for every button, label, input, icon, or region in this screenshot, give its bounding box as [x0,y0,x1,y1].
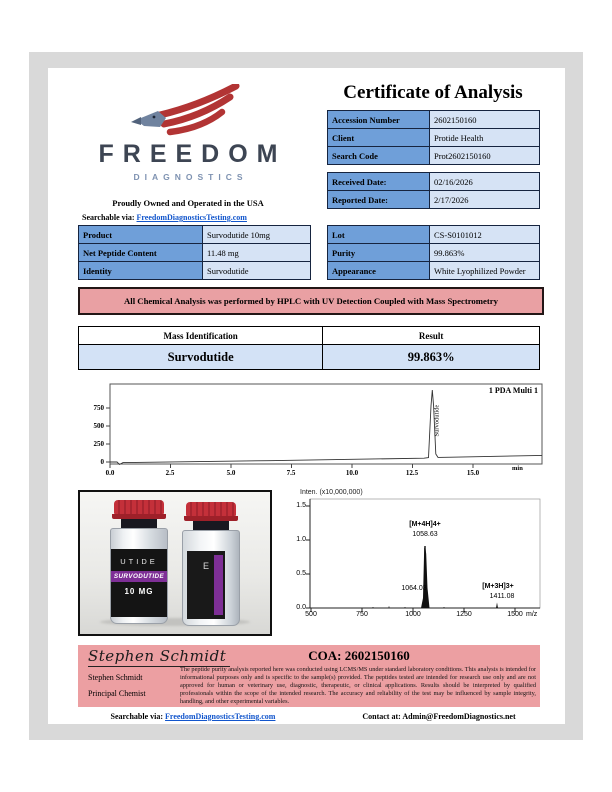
vial-front [110,500,168,624]
disclaimer-text: The peptide purity analysis reported here was conducted using LCMS/MS under standard laboratory conditions. This analysis is intended for informational purposes only and is specific to the sample(s) provided. The peptides tested are intended for research use only and are not approved for human or veterinary use, diagnostic, therapeutic, or clinical applications. Results should be interpreted by qualified professionals within the scope of the intended research. The accuracy and reliability of the test may be influenced by sample integrity, handling, and other experimental variables. [180,666,536,706]
search-code-value: Prot2602150160 [430,147,540,165]
product-value: Survodutide 10mg [203,226,311,244]
lot-value: CS-S0101012 [430,226,540,244]
received-date-label: Received Date: [328,173,430,191]
product-table [78,225,311,280]
vial-cap [186,502,236,516]
detector-legend: 1 PDA Multi 1 [488,386,538,395]
table-row [328,191,540,209]
ion-label-3h: [M+3H]3+ [482,583,514,590]
vial-peptide-band: SURVODUTIDE [111,571,167,582]
ion-label-4h: [M+4H]4+ [409,521,441,528]
lot-label: Lot [328,226,430,244]
footer-signature-block [78,645,540,707]
mz-label-1064: 1064.03 [401,585,427,592]
table-row [79,327,540,345]
logo-brand-text: FREEDOM [98,140,287,168]
x-tick: 1250 [456,611,472,618]
x-tick: 10.0 [345,469,359,477]
vial-brand-text: UTIDE [120,557,158,566]
hplc-chromatogram [76,378,550,490]
contact-line: Contact at: Admin@FreedomDiagnostics.net [362,712,516,721]
y-tick: 1.5 [296,502,306,509]
mz-label-1411: 1411.08 [489,593,515,600]
mz-label-1058: 1058.63 [412,531,438,538]
searchable-link-top[interactable]: FreedomDiagnosticsTesting.com [136,213,247,222]
x-tick: 1000 [405,611,421,618]
x-tick: 12.5 [405,469,419,477]
dates-table [327,172,540,209]
x-tick: 15.0 [466,469,480,477]
table-row [328,173,540,191]
x-tick: 1500 [507,611,523,618]
mass-identification-table [78,326,540,370]
searchable-label: Searchable via: [110,712,164,721]
certificate-document [48,68,565,724]
table-row [328,262,540,280]
table-row [328,244,540,262]
table-row [79,244,311,262]
client-label: Client [328,129,430,147]
x-tick: 2.5 [165,469,175,477]
y-tick: 500 [93,422,104,430]
x-tick: 750 [356,611,368,618]
x-tick: 500 [305,611,317,618]
table-row [79,262,311,280]
identity-value: Survodutide [203,262,311,280]
vial-purple-stripe [214,555,223,615]
searchable-link-bottom[interactable]: FreedomDiagnosticsTesting.com [165,712,276,721]
usa-tagline: Proudly Owned and Operated in the USA [112,198,264,208]
y-tick: 0 [100,458,104,466]
vial-back [182,502,240,626]
y-tick: 1.0 [296,536,306,543]
net-peptide-value: 11.48 mg [203,244,311,262]
table-row [328,226,540,244]
reported-date-label: Reported Date: [328,191,430,209]
search-code-label: Search Code [328,147,430,165]
searchable-line-bottom [78,712,308,721]
y-tick: 250 [93,440,104,448]
identity-label: Identity [79,262,203,280]
y-tick: 0.0 [296,604,306,611]
vial-glass-body [110,528,168,624]
table-row [328,129,540,147]
purity-label: Purity [328,244,430,262]
vial-side-letter: E [202,561,209,571]
product-label: Product [79,226,203,244]
coa-number: COA: 2602150160 [308,648,410,663]
searchable-label: Searchable via: [82,213,135,222]
eagle-flag-logo-icon [118,84,258,138]
logo-block [66,84,310,182]
mass-spectrum [288,488,554,636]
page-mat-frame [29,52,583,740]
peak-label: Survodutide [433,404,441,437]
vial-label-side [187,551,225,619]
result-value: 99.863% [323,345,540,370]
searchable-line-top [82,213,247,222]
mass-id-value: Survodutide [79,345,323,370]
method-banner: All Chemical Analysis was performed by HPLC with UV Detection Coupled with Mass Spectrometry [78,287,544,315]
table-row [79,226,311,244]
vial-stopper [193,521,229,530]
chemist-role: Principal Chemist [88,689,146,698]
lot-table [327,225,540,280]
intensity-axis-title: Inten. (x10,000,000) [300,489,363,496]
x-tick: 7.5 [286,469,296,477]
vial-glass-body [182,530,240,626]
vial-cap [114,500,164,514]
chemist-name: Stephen Schmidt [88,673,143,682]
appearance-label: Appearance [328,262,430,280]
vial-dose-text: 10 MG [124,587,154,596]
product-vials-photo [78,490,272,636]
x-axis-unit: min [512,465,523,472]
mass-id-header: Mass Identification [79,327,323,345]
page-title: Certificate of Analysis [343,82,523,103]
purity-value: 99.863% [430,244,540,262]
client-value: Protide Health [430,129,540,147]
x-tick: 5.0 [226,469,236,477]
accession-number-label: Accession Number [328,111,430,129]
x-tick: 0.0 [105,469,115,477]
reported-date-value: 2/17/2026 [430,191,540,209]
received-date-value: 02/16/2026 [430,173,540,191]
logo-subbrand-text: DIAGNOSTICS [133,172,248,182]
x-axis-unit: m/z [526,611,538,618]
table-row [328,111,540,129]
table-row [328,147,540,165]
chemist-signature: Stephen Schmidt [88,647,230,667]
y-tick: 750 [93,404,104,412]
table-row [79,345,540,370]
accession-table [327,110,540,165]
vial-stopper [121,519,157,528]
net-peptide-label: Net Peptide Content [79,244,203,262]
y-tick: 0.5 [296,570,306,577]
result-header: Result [323,327,540,345]
appearance-value: White Lyophilized Powder [430,262,540,280]
accession-number-value: 2602150160 [430,111,540,129]
vial-label [111,549,167,617]
